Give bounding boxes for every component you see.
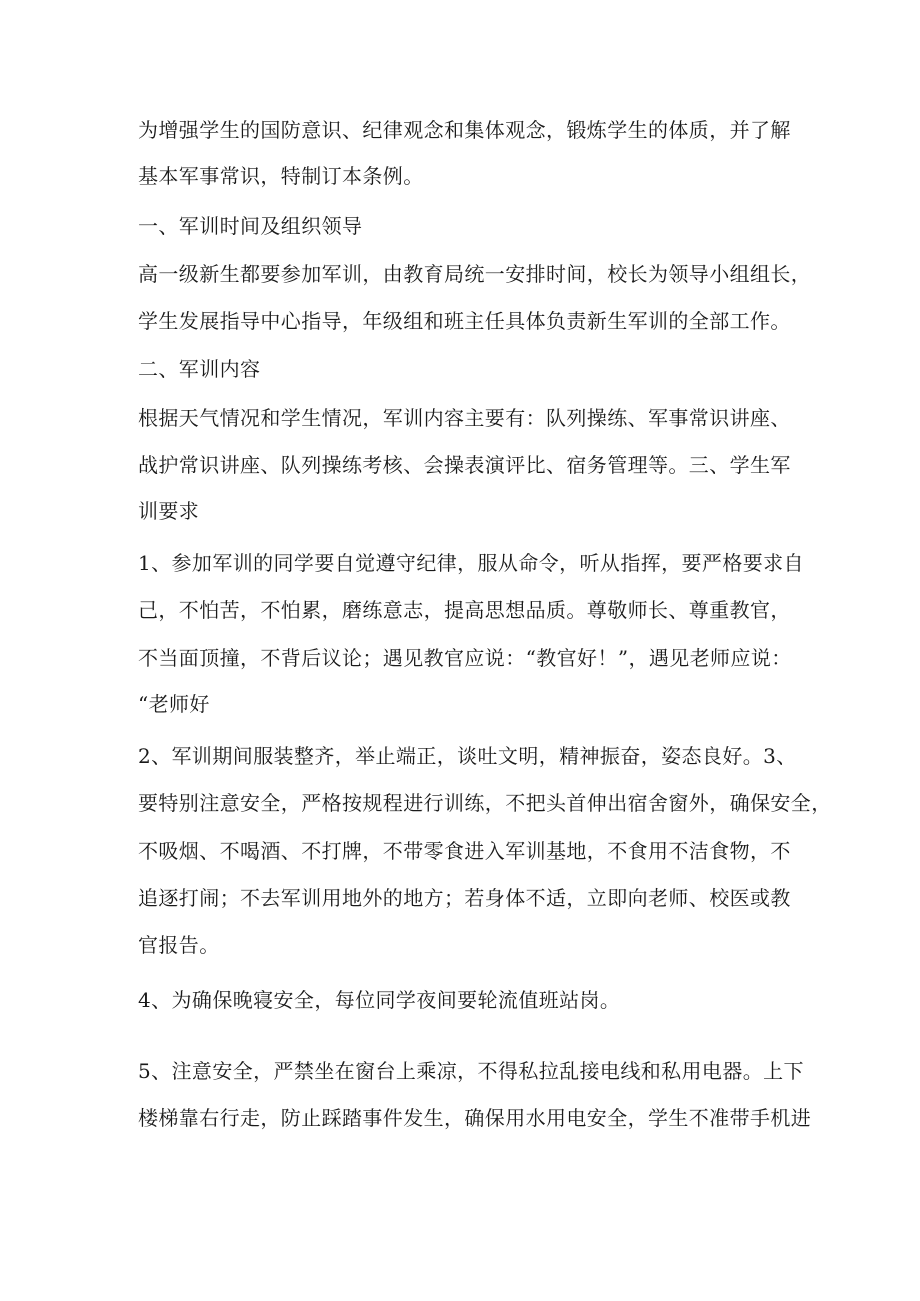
text-line: 战护常识讲座、队列操练考核、会操表演评比、宿务管理等。三、学生军	[138, 453, 791, 477]
text-line: 根据天气情况和学生情况，军训内容主要有：队列操练、军事常识讲座、	[138, 406, 791, 430]
section-heading: 一、军训时间及组织领导	[138, 214, 363, 238]
text-line: 为增强学生的国防意识、纪律观念和集体观念，锻炼学生的体质，并了解	[138, 118, 791, 142]
text-line: 4、为确保晚寝安全，每位同学夜间要轮流值班站岗。	[138, 988, 621, 1012]
text-line: 要特别注意安全，严格按规程进行训练，不把头首伸出宿舍窗外，确保安全，	[138, 791, 832, 815]
text-line: 训要求	[138, 499, 200, 523]
text-line: 基本军事常识，特制订本条例。	[138, 164, 424, 188]
text-line: 2、军训期间服装整齐，举止端正，谈吐文明，精神振奋，姿态良好。3、	[138, 744, 797, 768]
text-line: 1、参加军训的同学要自觉遵守纪律，服从命令，听从指挥，要严格要求自	[138, 551, 804, 575]
text-line: 楼梯靠右行走，防止踩踏事件发生，确保用水用电安全，学生不准带手机进	[138, 1106, 812, 1130]
text-line: 高一级新生都要参加军训，由教育局统一安排时间，校长为领导小组组长，	[138, 262, 812, 286]
section-heading: 二、军训内容	[138, 357, 261, 381]
text-line: 5、注意安全，严禁坐在窗台上乘凉，不得私拉乱接电线和私用电器。上下	[138, 1059, 804, 1083]
text-line: 不吸烟、不喝酒、不打牌，不带零食进入军训基地，不食用不洁食物，不	[138, 839, 791, 863]
text-line: 追逐打闹；不去军训用地外的地方；若身体不适，立即向老师、校医或教	[138, 886, 791, 910]
text-line: 不当面顶撞，不背后议论；遇见教官应说：“教官好！”，遇见老师应说：	[138, 646, 792, 670]
text-line: 己，不怕苦，不怕累，磨练意志，提高思想品质。尊敬师长、尊重教官，	[138, 598, 791, 622]
text-line: “老师好	[138, 692, 210, 716]
text-line: 官报告。	[138, 933, 220, 957]
text-line: 学生发展指导中心指导，年级组和班主任具体负责新生军训的全部工作。	[138, 309, 791, 333]
